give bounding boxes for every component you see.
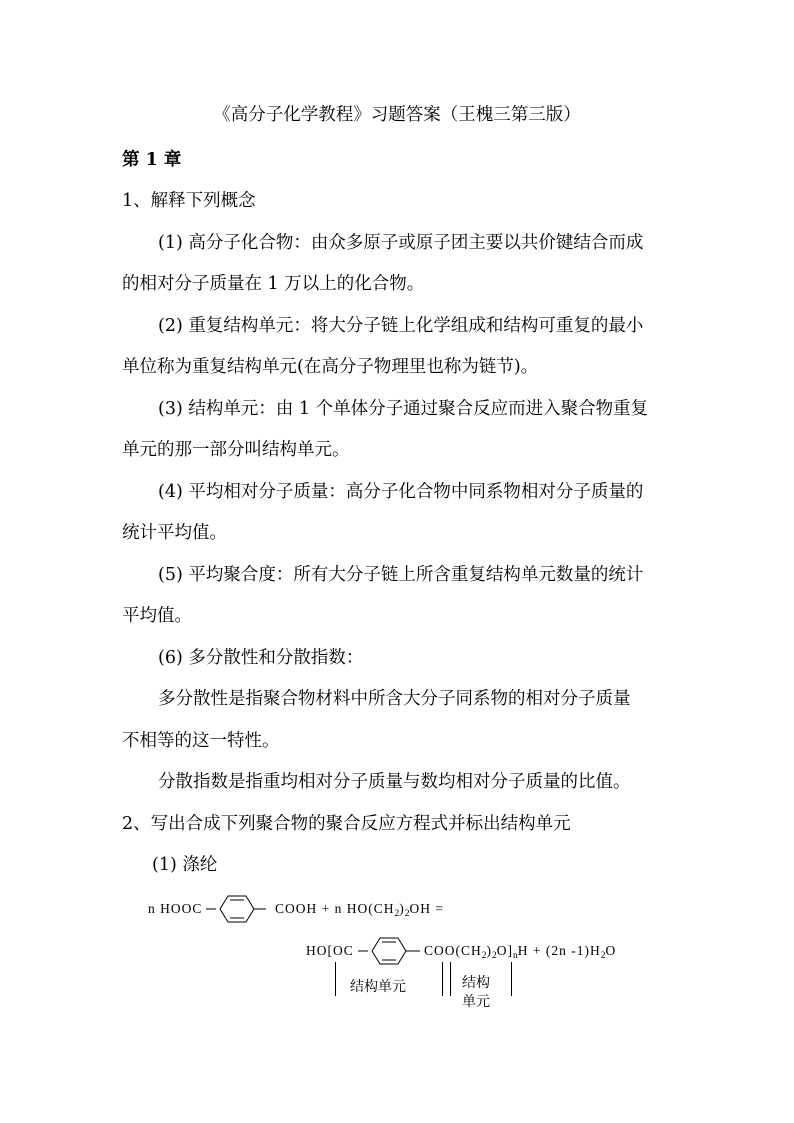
definition-4-line-1: (4) 平均相对分子质量：高分子化合物中同系物相对分子质量的 [158, 482, 644, 502]
document-title: 《高分子化学教程》习题答案（王槐三第三版） [213, 105, 581, 125]
question-1-heading: 1、解释下列概念 [122, 191, 256, 211]
definition-6-para-1-line-1: 多分散性是指聚合物材料中所含大分子同系物的相对分子质量 [158, 689, 631, 709]
definition-5-line-2: 平均值。 [122, 606, 192, 626]
definition-5-line-1: (5) 平均聚合度：所有大分子链上所含重复结构单元数量的统计 [158, 565, 644, 585]
question-2-heading: 2、写出合成下列聚合物的聚合反应方程式并标出结构单元 [122, 814, 571, 834]
benzene-ring-icon [206, 892, 268, 926]
unit-divider [442, 962, 443, 996]
definition-1-line-1: (1) 高分子化合物：由众多原子或原子团主要以共价键结合而成 [158, 233, 644, 253]
definition-1-line-2: 的相对分子质量在 1 万以上的化合物。 [122, 274, 425, 294]
equation-2-left: HO[OC [306, 943, 354, 958]
unit-divider [335, 962, 336, 996]
definition-4-line-2: 统计平均值。 [122, 523, 227, 543]
question-2-item-1: (1) 涤纶 [152, 855, 218, 875]
definition-3-line-2: 单元的那一部分叫结构单元。 [122, 440, 350, 460]
equation-2-right: $COO(CH_2)_2O]_nH + (2n$ $-1)H_2O$ [424, 943, 617, 961]
equation-1-left: n HOOC [148, 901, 203, 916]
definition-2-line-1: (2) 重复结构单元：将大分子链上化学组成和结构可重复的最小 [158, 316, 644, 336]
benzene-ring-icon [358, 934, 422, 968]
definition-2-line-2: 单位称为重复结构单元(在高分子物理里也称为链节)。 [122, 357, 539, 377]
structural-unit-label-2-line-2: 单元 [462, 994, 490, 1010]
structural-unit-label-2-line-1: 结构 [462, 975, 490, 991]
definition-6-para-2: 分散指数是指重均相对分子质量与数均相对分子质量的比值。 [158, 772, 631, 792]
definition-6-para-1-line-2: 不相等的这一特性。 [122, 731, 280, 751]
definition-3-line-1: (3) 结构单元：由 1 个单体分子通过聚合反应而进入聚合物重复 [158, 399, 649, 419]
equation-1-right: COOH + n $HO(CH_2)_2OH$ = [275, 901, 444, 919]
chapter-heading: 第 1 章 [122, 150, 182, 170]
unit-divider [511, 962, 512, 996]
structural-unit-label-1: 结构单元 [350, 979, 406, 995]
definition-6-heading: (6) 多分散性和分散指数： [158, 648, 364, 668]
unit-divider [450, 962, 451, 996]
